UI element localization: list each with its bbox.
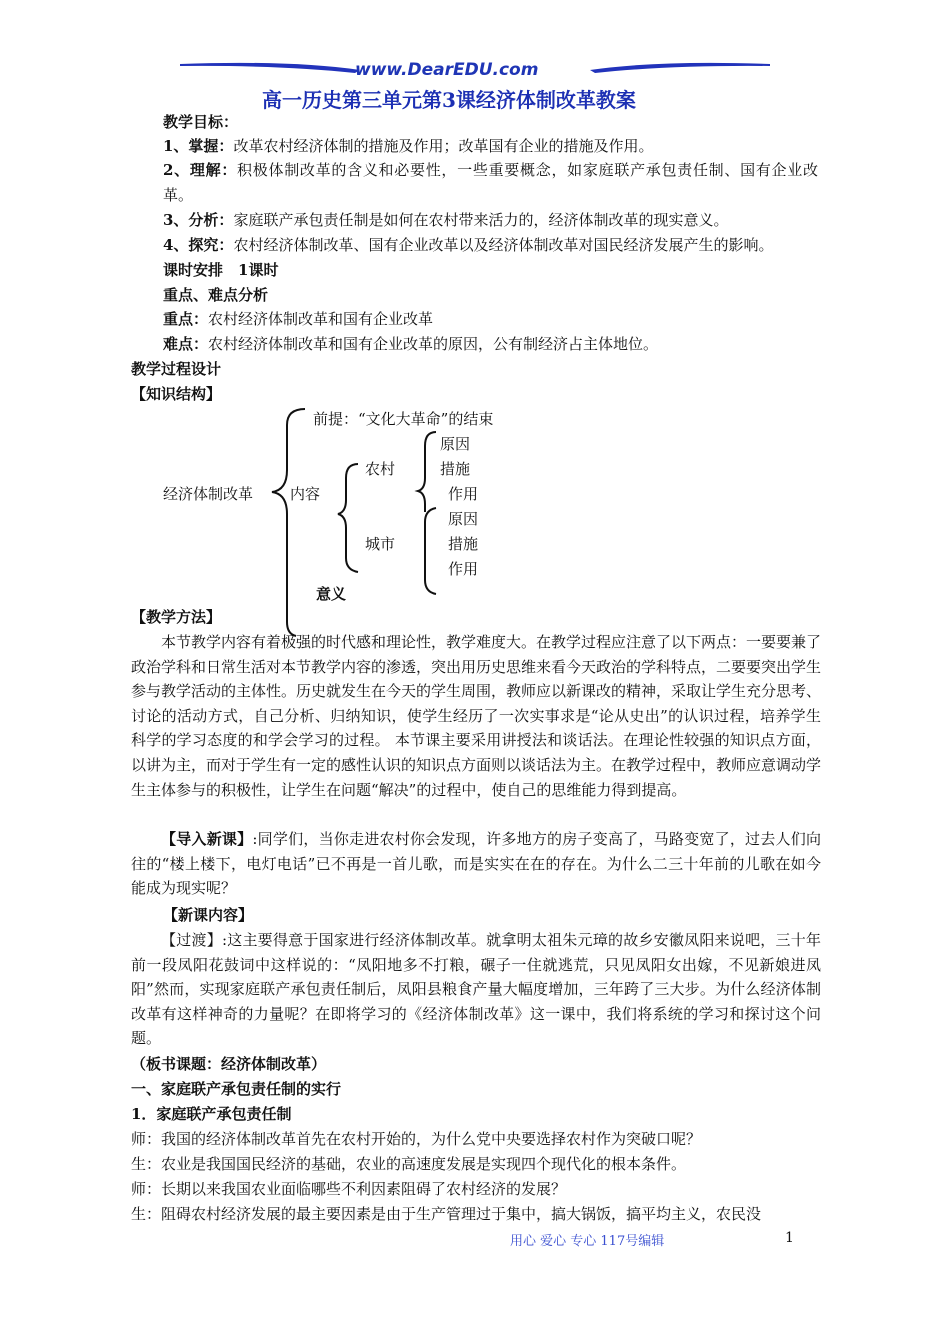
intro-paragraph: 【导入新课】:同学们，当你走进农村你会发现，许多地方的房子变高了，马路变宽了，过去人们向往的“楼上楼下，电灯电话”已不再是一首儿歌，而是实实在在的存在。为什么二三十年前的儿歌在如今能成为现实呢？	[131, 830, 821, 898]
main-brace	[272, 409, 305, 636]
dialogue-line-3: 师：长期以来我国农业面临哪些不利因素阻碍了农村经济的发展？	[131, 1180, 567, 1198]
page-number: 1	[785, 1230, 794, 1246]
board-title: （板书课题：经济体制改革）	[131, 1055, 327, 1073]
structure-city: 城市	[365, 535, 396, 553]
structure-root: 经济体制改革	[163, 485, 254, 503]
structure-content: 内容	[290, 485, 321, 503]
section-1: 一、家庭联产承包责任制的实行	[131, 1080, 342, 1098]
city-measure: 措施	[448, 535, 479, 553]
key-point: 重点：农村经济体制改革和国有企业改革	[163, 310, 434, 328]
footer-text: 用心 爱心 专心 117号编辑	[510, 1234, 665, 1249]
rural-reason: 原因	[440, 435, 471, 453]
method-paragraph: 本节教学内容有着极强的时代感和理论性，教学难度大。在教学过程应注意了以下两点：一要要兼了政治学科和日常生活对本节教学内容的渗透，突出用历史思维来看今天政治的学科特点，二要要突出学生参与教学活动的主体性。历史就发生在今天的学生周围，教师应以新课改的精神，采取让学生充分思考、讨论的活动方式，自己分析、归纳知识，使学生经历了一次实事求是“论从史出”的认识过程，培养学生科学的学习态度的和学会学习的过程。 本节课主要采用讲授法和谈话法。在理论性较强的知识点方面，以讲为主，而对于学生有一定的感性认识的知识点方面则以谈话法为主。在教学过程中，教师应意调动学生主体参与的积极性，让学生在问题“解决”的过程中，使自己的思维能力得到提高。	[131, 633, 822, 799]
goal-item-3: 3、分析：家庭联产承包责任制是如何在农村带来活力的，经济体制改革的现实意义。	[163, 211, 729, 229]
structure-rural: 农村	[365, 460, 396, 478]
transition-paragraph: 【过渡】:这主要得意于国家进行经济体制改革。就拿明太祖朱元璋的故乡安徽凤阳来说吧，三十年前一段凤阳花鼓词中这样说的：“凤阳地多不打粮，碾子一住就逃荒，只见凤阳女出嫁，不见新娘进凤阳”然而，实现家庭联产承包责任制后，凤阳县粮食产量大幅度增加，三年跨了三大步。为什么经济体制改革有这样神奇的力量呢？在即将学习的《经济体制改革》这一课中，我们将系统的学习和探讨这个问题。	[131, 931, 821, 1048]
city-brace	[425, 508, 436, 594]
goal-item-2: 2、理解：积极体制改革的含义和必要性，一些重要概念，如家庭联产承包责任制、国有企业改革。	[163, 161, 818, 204]
structure-premise: 前提：“文化大革命”的结束	[313, 410, 494, 428]
rural-brace	[418, 432, 436, 512]
hard-point: 难点：农村经济体制改革和国有企业改革的原因，公有制经济占主体地位。	[163, 335, 659, 353]
process-heading: 教学过程设计	[131, 360, 222, 378]
dialogue-line-4: 生：阻碍农村经济发展的最主要因素是由于生产管理过于集中，搞大锅饭，搞平均主义，农民没	[131, 1205, 762, 1223]
rural-measure: 措施	[440, 460, 471, 478]
structure-meaning: 意义	[316, 585, 347, 603]
city-reason: 原因	[448, 510, 479, 528]
structure-heading: 【知识结构】	[131, 385, 222, 403]
goal-item-4: 4、探究：农村经济体制改革、国有企业改革以及经济体制改革对国民经济发展产生的影响。	[163, 236, 774, 254]
rural-effect: 作用	[448, 485, 479, 503]
goal-item-1: 1、掌握：改革农村经济体制的措施及作用；改革国有企业的措施及作用。	[163, 137, 654, 155]
city-effect: 作用	[448, 560, 479, 578]
site-logo: www.DearEDU.com	[355, 60, 539, 80]
keypoints-heading: 重点、难点分析	[163, 286, 269, 304]
schedule: 课时安排 1课时	[163, 261, 279, 279]
newlesson-heading: 【新课内容】	[163, 906, 254, 924]
goals-heading: 教学目标：	[163, 113, 239, 131]
document-title: 高一历史第三单元第3课经济体制改革教案	[262, 88, 636, 112]
method-heading: 【教学方法】	[131, 608, 222, 626]
dialogue-line-2: 生：农业是我国国民经济的基础，农业的高速度发展是实现四个现代化的根本条件。	[131, 1155, 687, 1173]
subsection-1: 1．家庭联产承包责任制	[131, 1105, 292, 1123]
content-brace	[338, 464, 358, 572]
dialogue-line-1: 师：我国的经济体制改革首先在农村开始的，为什么党中央要选择农村作为突破口呢？	[131, 1130, 702, 1148]
